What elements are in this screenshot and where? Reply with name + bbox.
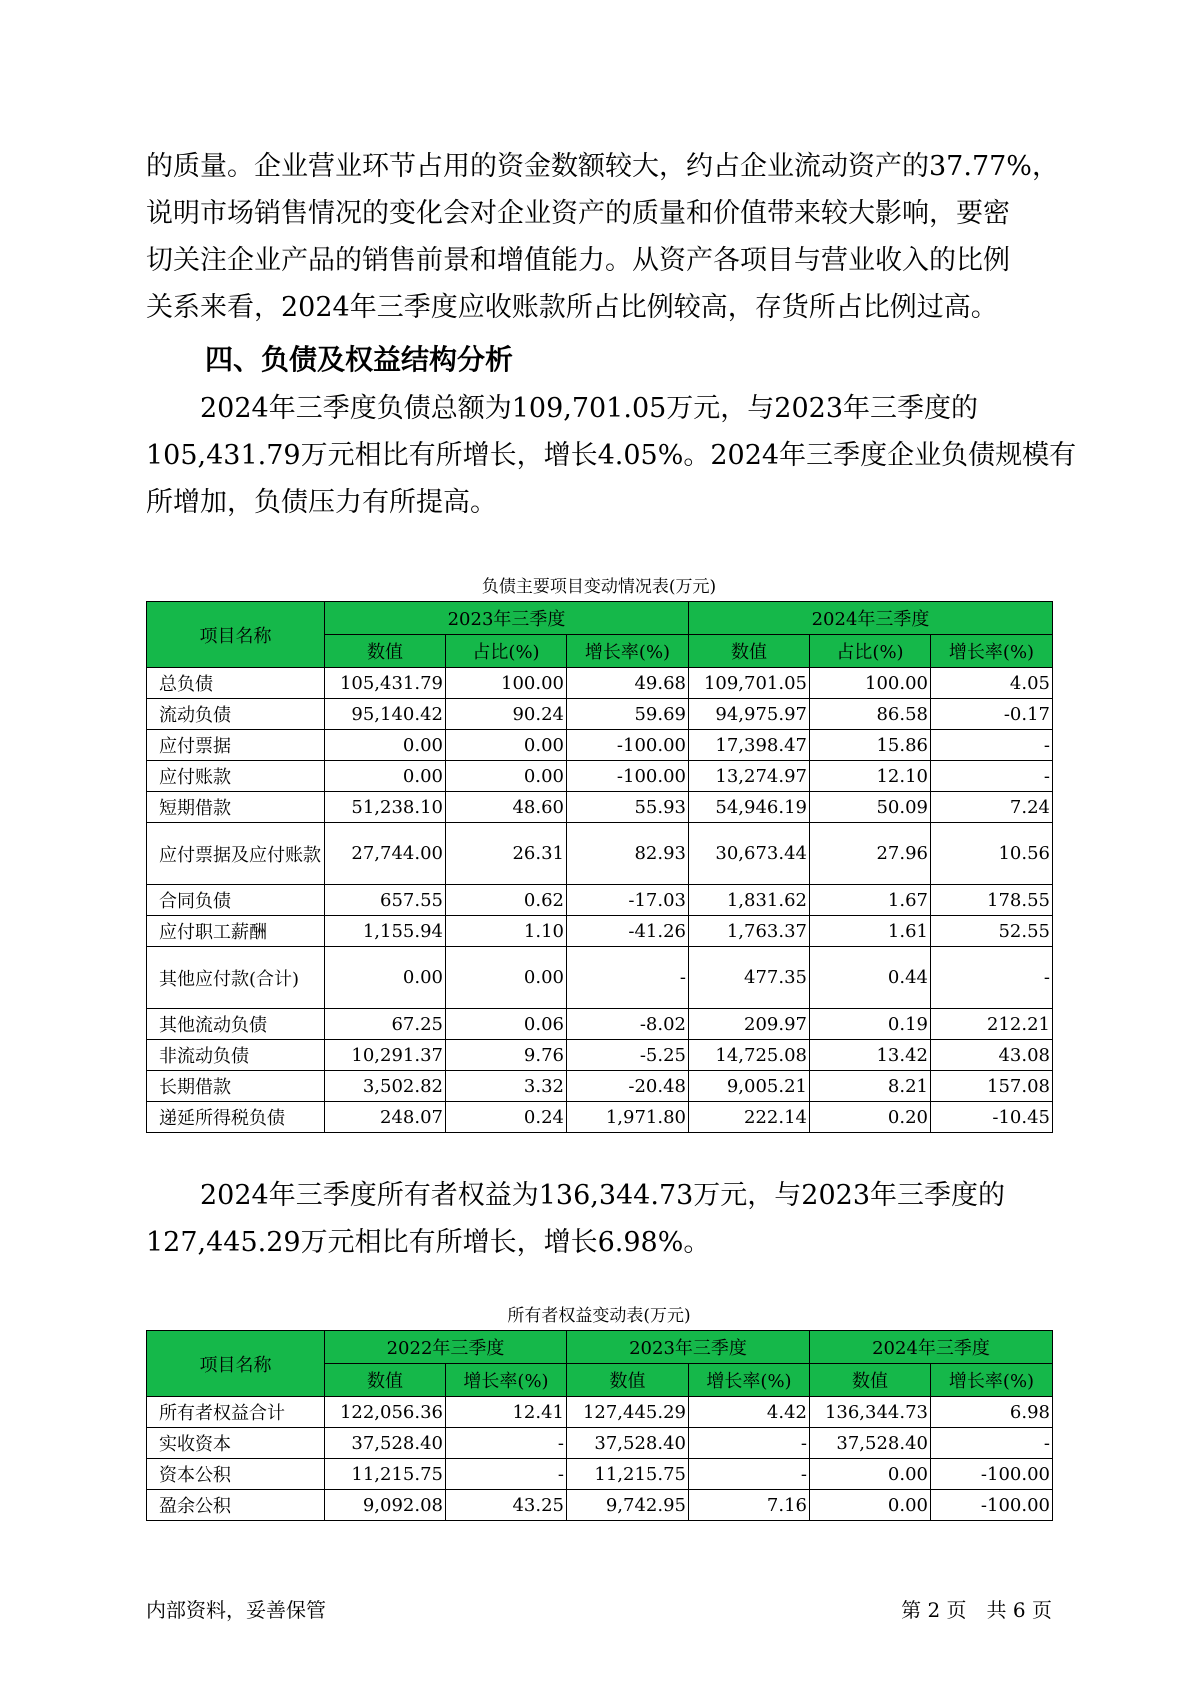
period-header: 2023年三季度 (325, 602, 689, 635)
cell-value: 59.69 (567, 699, 689, 730)
text-line: 127,445.29万元相比有所增长，增长6.98%。 (146, 1227, 711, 1258)
column-header: 增长率(%) (931, 1364, 1053, 1397)
cell-value: -17.03 (567, 885, 689, 916)
cell-value: 100.00 (446, 668, 567, 699)
text-line: 2024年三季度负债总额为109,701.05万元，与2023年三季度的 (200, 393, 979, 424)
cell-value: 0.06 (446, 1009, 567, 1040)
cell-value: 30,673.44 (689, 823, 810, 885)
section-heading: 四、负债及权益结构分析 (205, 343, 514, 376)
cell-value: 13,274.97 (689, 761, 810, 792)
cell-value: 4.42 (689, 1397, 810, 1428)
text-line: 105,431.79万元相比有所增长，增长4.05%。2024年三季度企业负债规模有 (146, 440, 1077, 471)
cell-value: 0.00 (446, 947, 567, 1009)
row-label: 短期借款 (147, 792, 325, 823)
row-label: 应付账款 (147, 761, 325, 792)
table-row (147, 761, 1053, 792)
cell-value: 209.97 (689, 1009, 810, 1040)
cell-value: - (446, 1459, 567, 1490)
cell-value: 105,431.79 (325, 668, 446, 699)
cell-value: 0.00 (325, 947, 446, 1009)
cell-value: 13.42 (810, 1040, 931, 1071)
cell-value: 0.20 (810, 1102, 931, 1133)
cell-value: -0.17 (931, 699, 1053, 730)
table-row (147, 792, 1053, 823)
table-row (147, 885, 1053, 916)
cell-value: 1.61 (810, 916, 931, 947)
cell-value: 0.00 (810, 1459, 931, 1490)
row-label: 应付票据及应付账款 (147, 823, 325, 885)
cell-value: 477.35 (689, 947, 810, 1009)
text-line: 所增加，负债压力有所提高。 (146, 487, 497, 518)
row-label: 应付职工薪酬 (147, 916, 325, 947)
column-header: 数值 (325, 1364, 446, 1397)
liability-table (146, 601, 1053, 1133)
cell-value: - (689, 1459, 810, 1490)
cell-value: 48.60 (446, 792, 567, 823)
cell-value: 8.21 (810, 1071, 931, 1102)
cell-value: 3.32 (446, 1071, 567, 1102)
text-line: 2024年三季度所有者权益为136,344.73万元，与2023年三季度的 (200, 1180, 1006, 1211)
cell-value: 82.93 (567, 823, 689, 885)
cell-value: 157.08 (931, 1071, 1053, 1102)
liability-paragraph (146, 385, 1077, 526)
column-header: 占比(%) (810, 635, 931, 668)
row-label: 流动负债 (147, 699, 325, 730)
cell-value: 55.93 (567, 792, 689, 823)
cell-value: 0.00 (810, 1490, 931, 1521)
row-label: 其他应付款(合计) (147, 947, 325, 1009)
period-header: 2022年三季度 (325, 1331, 567, 1364)
cell-value: 95,140.42 (325, 699, 446, 730)
cell-value: 51,238.10 (325, 792, 446, 823)
cell-value: 6.98 (931, 1397, 1053, 1428)
table-row (147, 668, 1053, 699)
column-header: 增长率(%) (446, 1364, 567, 1397)
cell-value: 1,763.37 (689, 916, 810, 947)
cell-value: 14,725.08 (689, 1040, 810, 1071)
cell-value: 0.00 (446, 761, 567, 792)
table-row (147, 1102, 1053, 1133)
cell-value: 10,291.37 (325, 1040, 446, 1071)
text-line: 的质量。企业营业环节占用的资金数额较大，约占企业流动资产的37.77%， (146, 151, 1059, 182)
cell-value: 3,502.82 (325, 1071, 446, 1102)
column-header: 增长率(%) (567, 635, 689, 668)
cell-value: - (567, 947, 689, 1009)
cell-value: 27.96 (810, 823, 931, 885)
table-row (147, 1009, 1053, 1040)
column-header: 增长率(%) (931, 635, 1053, 668)
table-row (147, 1428, 1053, 1459)
cell-value: 100.00 (810, 668, 931, 699)
cell-value: 136,344.73 (810, 1397, 931, 1428)
cell-value: 122,056.36 (325, 1397, 446, 1428)
table-row (147, 947, 1053, 1009)
column-header: 占比(%) (446, 635, 567, 668)
cell-value: 37,528.40 (567, 1428, 689, 1459)
cell-value: 109,701.05 (689, 668, 810, 699)
intro-paragraph (146, 143, 1059, 331)
period-header: 2024年三季度 (810, 1331, 1053, 1364)
cell-value: 17,398.47 (689, 730, 810, 761)
table-caption: 所有者权益变动表(万元) (507, 1306, 691, 1326)
cell-value: 0.00 (325, 761, 446, 792)
column-header: 增长率(%) (689, 1364, 810, 1397)
column-header: 数值 (325, 635, 446, 668)
cell-value: 9,742.95 (567, 1490, 689, 1521)
cell-value: 178.55 (931, 885, 1053, 916)
cell-value: 50.09 (810, 792, 931, 823)
cell-value: -20.48 (567, 1071, 689, 1102)
table-row (147, 699, 1053, 730)
cell-value: 248.07 (325, 1102, 446, 1133)
row-label: 应付票据 (147, 730, 325, 761)
cell-value: - (931, 947, 1053, 1009)
cell-value: 86.58 (810, 699, 931, 730)
cell-value: 37,528.40 (325, 1428, 446, 1459)
row-label: 递延所得税负债 (147, 1102, 325, 1133)
cell-value: 1,971.80 (567, 1102, 689, 1133)
cell-value: 7.16 (689, 1490, 810, 1521)
cell-value: 0.00 (325, 730, 446, 761)
cell-value: 54,946.19 (689, 792, 810, 823)
cell-value: -100.00 (567, 761, 689, 792)
period-header: 2023年三季度 (567, 1331, 810, 1364)
table-row (147, 1071, 1053, 1102)
name-header: 项目名称 (147, 1331, 325, 1397)
cell-value: 127,445.29 (567, 1397, 689, 1428)
row-label: 合同负债 (147, 885, 325, 916)
column-header: 数值 (810, 1364, 931, 1397)
cell-value: -10.45 (931, 1102, 1053, 1133)
cell-value: 657.55 (325, 885, 446, 916)
cell-value: 43.08 (931, 1040, 1053, 1071)
cell-value: 67.25 (325, 1009, 446, 1040)
cell-value: -100.00 (931, 1459, 1053, 1490)
row-label: 长期借款 (147, 1071, 325, 1102)
table-row (147, 823, 1053, 885)
cell-value: 0.19 (810, 1009, 931, 1040)
cell-value: 90.24 (446, 699, 567, 730)
cell-value: - (446, 1428, 567, 1459)
table-row (147, 730, 1053, 761)
name-header: 项目名称 (147, 602, 325, 668)
equity-table (146, 1330, 1053, 1521)
cell-value: 9.76 (446, 1040, 567, 1071)
cell-value: - (931, 761, 1053, 792)
row-label: 总负债 (147, 668, 325, 699)
column-header: 数值 (689, 635, 810, 668)
cell-value: 0.44 (810, 947, 931, 1009)
cell-value: 26.31 (446, 823, 567, 885)
cell-value: 0.24 (446, 1102, 567, 1133)
cell-value: 11,215.75 (567, 1459, 689, 1490)
cell-value: 9,005.21 (689, 1071, 810, 1102)
cell-value: -5.25 (567, 1040, 689, 1071)
row-label: 所有者权益合计 (147, 1397, 325, 1428)
cell-value: 9,092.08 (325, 1490, 446, 1521)
cell-value: 1.10 (446, 916, 567, 947)
cell-value: 27,744.00 (325, 823, 446, 885)
cell-value: -8.02 (567, 1009, 689, 1040)
cell-value: - (689, 1428, 810, 1459)
table-caption: 负债主要项目变动情况表(万元) (481, 577, 717, 597)
footer-left: 内部资料，妥善保管 (146, 1598, 326, 1622)
cell-value: 37,528.40 (810, 1428, 931, 1459)
table-row (147, 1490, 1053, 1521)
text-line: 说明市场销售情况的变化会对企业资产的质量和价值带来较大影响，要密 (146, 198, 1010, 229)
column-header: 数值 (567, 1364, 689, 1397)
cell-value: 212.21 (931, 1009, 1053, 1040)
cell-value: 94,975.97 (689, 699, 810, 730)
cell-value: 4.05 (931, 668, 1053, 699)
footer-page-number: 第 2 页 共 6 页 (901, 1598, 1052, 1622)
cell-value: 10.56 (931, 823, 1053, 885)
cell-value: -100.00 (567, 730, 689, 761)
text-line: 切关注企业产品的销售前景和增值能力。从资产各项目与营业收入的比例 (146, 245, 1010, 276)
cell-value: -41.26 (567, 916, 689, 947)
cell-value: -100.00 (931, 1490, 1053, 1521)
cell-value: 49.68 (567, 668, 689, 699)
table-row (147, 1040, 1053, 1071)
cell-value: 1,155.94 (325, 916, 446, 947)
period-header: 2024年三季度 (689, 602, 1053, 635)
cell-value: 12.41 (446, 1397, 567, 1428)
row-label: 盈余公积 (147, 1490, 325, 1521)
row-label: 资本公积 (147, 1459, 325, 1490)
cell-value: 1,831.62 (689, 885, 810, 916)
cell-value: 15.86 (810, 730, 931, 761)
cell-value: - (931, 730, 1053, 761)
cell-value: - (931, 1428, 1053, 1459)
cell-value: 7.24 (931, 792, 1053, 823)
cell-value: 11,215.75 (325, 1459, 446, 1490)
row-label: 非流动负债 (147, 1040, 325, 1071)
text-line: 关系来看，2024年三季度应收账款所占比例较高，存货所占比例过高。 (146, 292, 998, 323)
cell-value: 222.14 (689, 1102, 810, 1133)
cell-value: 0.62 (446, 885, 567, 916)
table-row (147, 916, 1053, 947)
cell-value: 12.10 (810, 761, 931, 792)
equity-paragraph (146, 1172, 1056, 1266)
table-row (147, 1459, 1053, 1490)
cell-value: 1.67 (810, 885, 931, 916)
table-row (147, 1397, 1053, 1428)
cell-value: 52.55 (931, 916, 1053, 947)
row-label: 其他流动负债 (147, 1009, 325, 1040)
cell-value: 0.00 (446, 730, 567, 761)
row-label: 实收资本 (147, 1428, 325, 1459)
cell-value: 43.25 (446, 1490, 567, 1521)
